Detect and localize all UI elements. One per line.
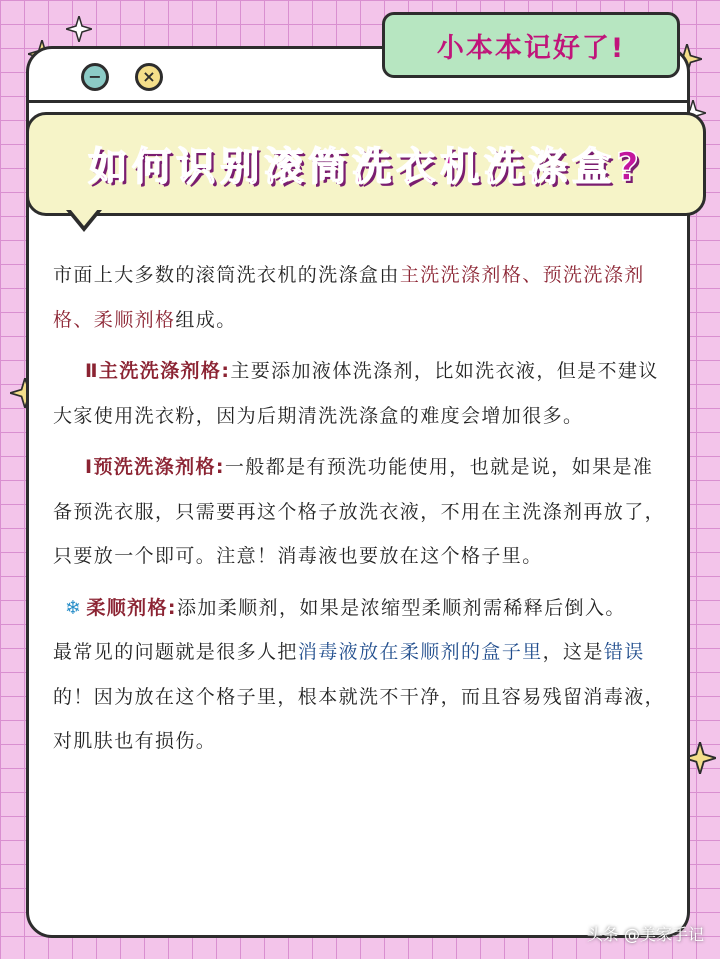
section-label: 主洗洗涤剂格:: [98, 360, 231, 382]
section-softener: [53, 586, 673, 631]
section-marker: Ⅱ: [85, 360, 99, 382]
section-prewash-detergent: [53, 445, 673, 579]
minus-icon: −: [88, 67, 102, 86]
article-body: [53, 253, 673, 764]
section-text: 主要添加液体洗涤剂，比如洗衣液，但是不建议大家使用洗衣粉，因为后期清洗洗涤盒的难度会增加很多。: [53, 360, 659, 427]
section-label: 柔顺剂格:: [86, 596, 177, 619]
close-button[interactable]: [135, 63, 163, 91]
page-title: 如何识别滚筒洗衣机洗涤盒?: [26, 112, 706, 216]
minimize-button[interactable]: [81, 63, 109, 91]
close-icon: ×: [142, 67, 156, 86]
section-main-detergent: [53, 349, 673, 438]
section-label: 预洗洗涤剂格:: [93, 456, 225, 478]
closing-text: 最常见的问题就是很多人把: [53, 641, 298, 663]
sparkle-icon: [66, 16, 92, 42]
section-marker: Ⅰ: [85, 456, 94, 478]
watermark: 头条 @美家手记: [586, 925, 704, 944]
section-text: 一般都是有预洗功能使用，也就是说，如果是准备预洗衣服，只需要再这个格子放洗衣液，不用在主洗涤剂再放了，只要放一个即可。注意！消毒液也要放在这个格子里。: [53, 456, 666, 567]
closing-highlight-error: 错误: [603, 641, 645, 663]
intro-paragraph: [53, 253, 673, 342]
section-text: 添加柔顺剂，如果是浓缩型柔顺剂需稀释后倒入。: [176, 596, 626, 619]
snowflake-icon: ❄: [65, 596, 83, 619]
intro-text: 市面上大多数的滚筒洗衣机的洗涤盒由: [53, 264, 400, 286]
bubble-tail-fill: [70, 209, 98, 226]
intro-text-end: 组成。: [175, 308, 237, 331]
closing-text: 的！因为放在这个格子里，根本就洗不干净，而且容易残留消毒液，对肌肤也有损伤。: [53, 685, 666, 752]
header-tag: 小本本记好了!: [382, 12, 680, 78]
closing-text: ，这是: [542, 641, 604, 663]
closing-paragraph: [53, 630, 673, 764]
intro-highlight: 主洗洗涤剂格、预洗洗涤剂格、柔顺剂格: [53, 264, 645, 331]
closing-highlight: 消毒液放在柔顺剂的盒子里: [297, 641, 543, 663]
